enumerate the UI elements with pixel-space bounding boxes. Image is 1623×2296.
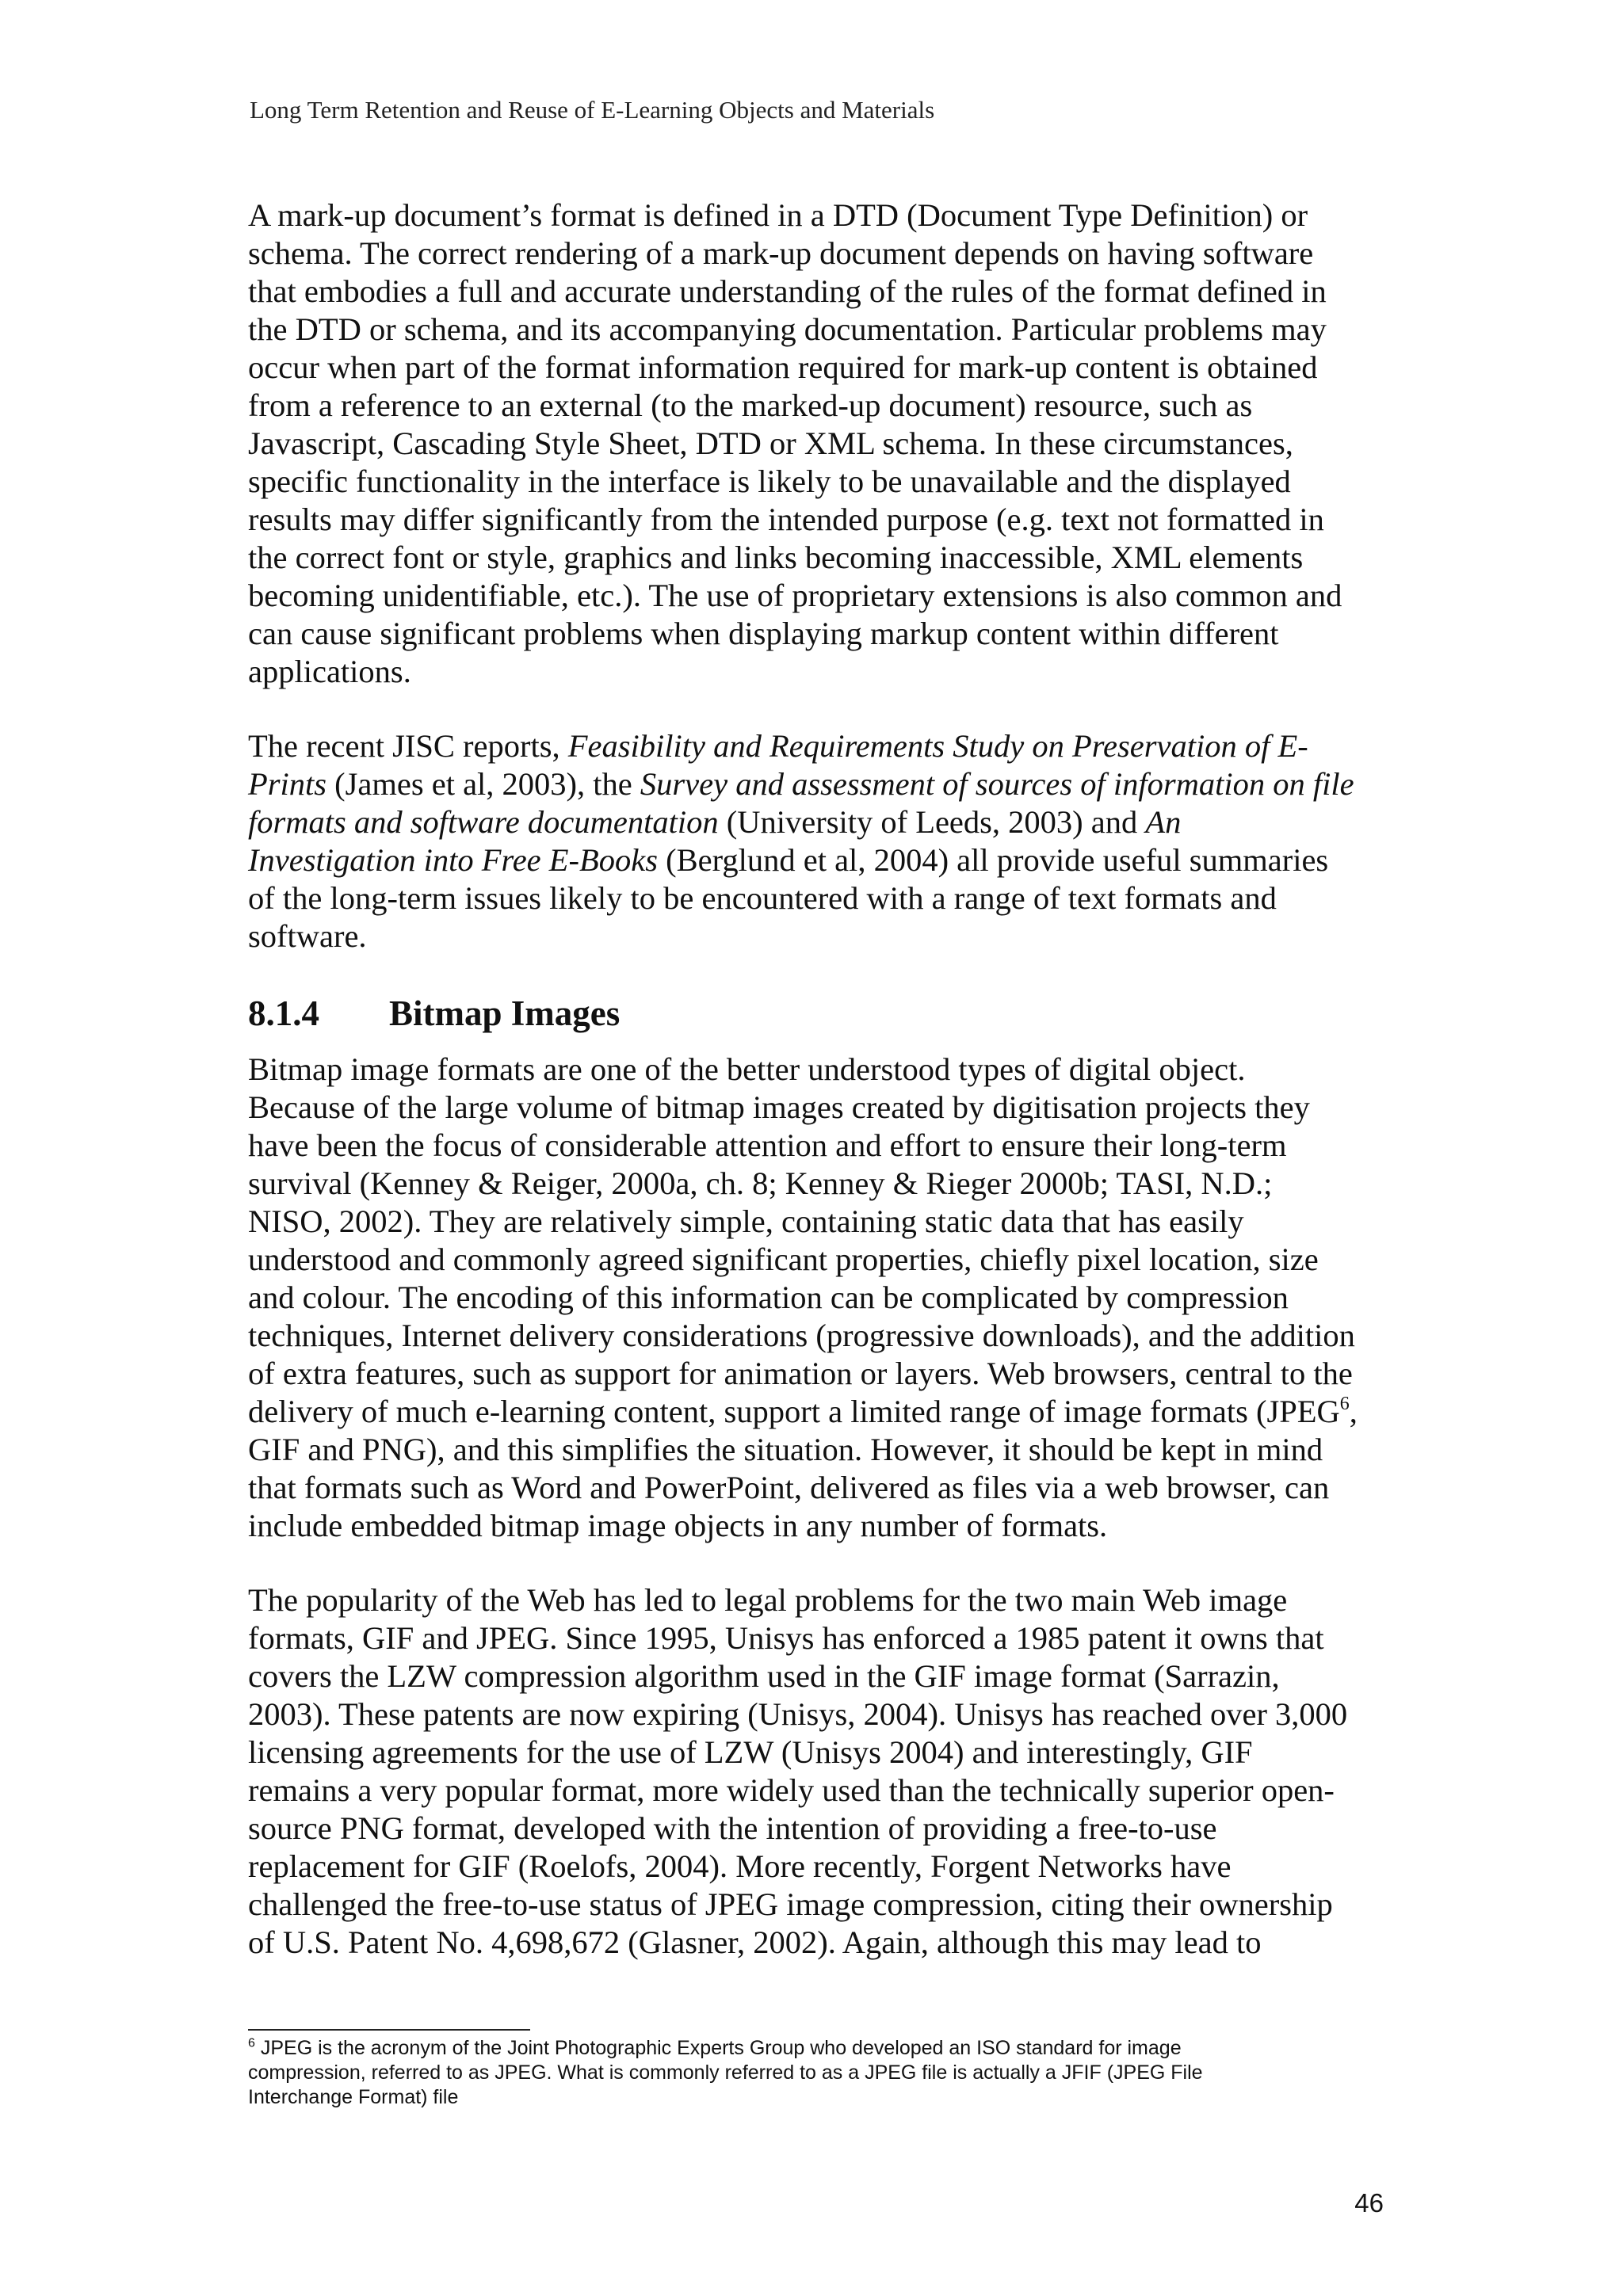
- text-line: The popularity of the Web has led to legal problems for the two main Web image: [248, 1582, 1288, 1618]
- running-header: Long Term Retention and Reuse of E-Learning Objects and Materials: [250, 96, 935, 124]
- text-line: of extra features, such as support for animation or layers. Web browsers, central to the: [248, 1356, 1353, 1391]
- paragraph-markup-formats: [248, 196, 1381, 691]
- plain-text: The recent JISC reports,: [248, 728, 568, 764]
- text-line: NISO, 2002). They are relatively simple, containing static data that has easily: [248, 1203, 1244, 1239]
- text-line: occur when part of the format information required for mark-up content is obtained: [248, 349, 1318, 385]
- section-title: Bitmap Images: [389, 994, 621, 1033]
- text-line: survival (Kenney & Reiger, 2000a, ch. 8; Kenney & Rieger 2000b; TASI, N.D.;: [248, 1165, 1273, 1201]
- text-line: include embedded bitmap image objects in any number of formats.: [248, 1508, 1108, 1543]
- plain-text: (James et al, 2003), the: [327, 766, 640, 802]
- text-line: the DTD or schema, and its accompanying documentation. Particular problems may: [248, 311, 1327, 347]
- text-line: from a reference to an external (to the marked-up document) resource, such as: [248, 387, 1253, 423]
- footnote-text: JPEG is the acronym of the Joint Photographic Experts Group who developed an ISO standard for image: [254, 2037, 1182, 2059]
- text-line: licensing agreements for the use of LZW (Unisys 2004) and interestingly, GIF: [248, 1734, 1253, 1770]
- text-line: Bitmap image formats are one of the better understood types of digital object.: [248, 1051, 1246, 1087]
- text-line: source PNG format, developed with the intention of providing a free-to-use: [248, 1810, 1217, 1846]
- text-line: covers the LZW compression algorithm used in the GIF image format (Sarrazin,: [248, 1658, 1280, 1694]
- section-number: 8.1.4: [248, 994, 319, 1033]
- text-line: of U.S. Patent No. 4,698,672 (Glasner, 2002). Again, although this may lead to: [248, 1924, 1262, 1960]
- text-line: understood and commonly agreed significant properties, chiefly pixel location, size: [248, 1241, 1319, 1277]
- text-line: can cause significant problems when displaying markup content within different: [248, 616, 1279, 651]
- report-title: Prints: [248, 766, 327, 802]
- text-line: of the long-term issues likely to be encountered with a range of text formats and: [248, 880, 1277, 916]
- plain-text: (University of Leeds, 2003) and: [718, 804, 1146, 840]
- footnote-line: Interchange Format) file: [248, 2086, 459, 2108]
- text-line: becoming unidentifiable, etc.). The use of proprietary extensions is also common and: [248, 578, 1342, 613]
- text-line: replacement for GIF (Roelofs, 2004). More recently, Forgent Networks have: [248, 1848, 1232, 1884]
- text-line: challenged the free-to-use status of JPEG image compression, citing their ownership: [248, 1886, 1333, 1922]
- text-line: specific functionality in the interface is likely to be unavailable and the displayed: [248, 463, 1291, 499]
- paragraph-bitmap-formats: [248, 1051, 1381, 1545]
- plain-text: ,: [1349, 1394, 1358, 1429]
- report-title: Investigation into Free E-Books: [248, 842, 658, 878]
- text-line: techniques, Internet delivery considerations (progressive downloads), and the addition: [248, 1318, 1355, 1353]
- report-title: Feasibility and Requirements Study on Preservation of E-: [567, 728, 1308, 764]
- text-line: [248, 1393, 1381, 1431]
- text-line: formats, GIF and JPEG. Since 1995, Unisys has enforced a 1985 patent it owns that: [248, 1620, 1324, 1656]
- text-line: 2003). These patents are now expiring (Unisys, 2004). Unisys has reached over 3,000: [248, 1696, 1348, 1732]
- text-line: that formats such as Word and PowerPoint, delivered as files via a web browser, can: [248, 1470, 1330, 1505]
- text-line: have been the focus of considerable attention and effort to ensure their long-term: [248, 1127, 1287, 1163]
- report-title: An: [1145, 804, 1182, 840]
- report-title: Survey and assessment of sources of information on file: [640, 766, 1354, 802]
- text-line: GIF and PNG), and this simplifies the situation. However, it should be kept in mind: [248, 1432, 1323, 1467]
- text-line: software.: [248, 918, 367, 954]
- paragraph-legal-problems: [248, 1581, 1381, 1962]
- text-line: [248, 765, 1381, 803]
- page-number: 46: [1354, 2188, 1384, 2218]
- section-heading: [248, 991, 620, 1035]
- text-line: [248, 803, 1381, 841]
- footnote: [248, 2036, 1381, 2110]
- footnote-line: compression, referred to as JPEG. What is commonly referred to as a JPEG file is actually a JFIF (JPEG File: [248, 2061, 1203, 2084]
- text-line: Javascript, Cascading Style Sheet, DTD or XML schema. In these circumstances,: [248, 425, 1293, 461]
- text-line: applications.: [248, 654, 411, 689]
- paragraph-jisc-reports: [248, 727, 1381, 955]
- footnote-reference[interactable]: 6: [1339, 1393, 1350, 1414]
- text-line: Because of the large volume of bitmap images created by digitisation projects they: [248, 1089, 1310, 1125]
- text-line: schema. The correct rendering of a mark-up document depends on having software: [248, 235, 1314, 271]
- footnote-marker: 6: [248, 2036, 255, 2050]
- text-line: [248, 841, 1381, 879]
- plain-text: delivery of much e-learning content, support a limited range of image formats (JPEG: [248, 1394, 1340, 1429]
- text-line: and colour. The encoding of this information can be complicated by compression: [248, 1280, 1289, 1315]
- plain-text: (Berglund et al, 2004) all provide useful summaries: [658, 842, 1329, 878]
- text-line: results may differ significantly from the intended purpose (e.g. text not formatted in: [248, 502, 1324, 537]
- report-title: formats and software documentation: [248, 804, 719, 840]
- text-line: remains a very popular format, more widely used than the technically superior open-: [248, 1772, 1335, 1808]
- text-line: A mark-up document’s format is defined in a DTD (Document Type Definition) or: [248, 197, 1308, 233]
- footnote-line: [248, 2036, 1381, 2061]
- text-line: [248, 727, 1381, 765]
- text-line: the correct font or style, graphics and links becoming inaccessible, XML elements: [248, 540, 1304, 575]
- text-line: that embodies a full and accurate understanding of the rules of the format defined in: [248, 273, 1327, 309]
- footnote-separator: [248, 2029, 530, 2031]
